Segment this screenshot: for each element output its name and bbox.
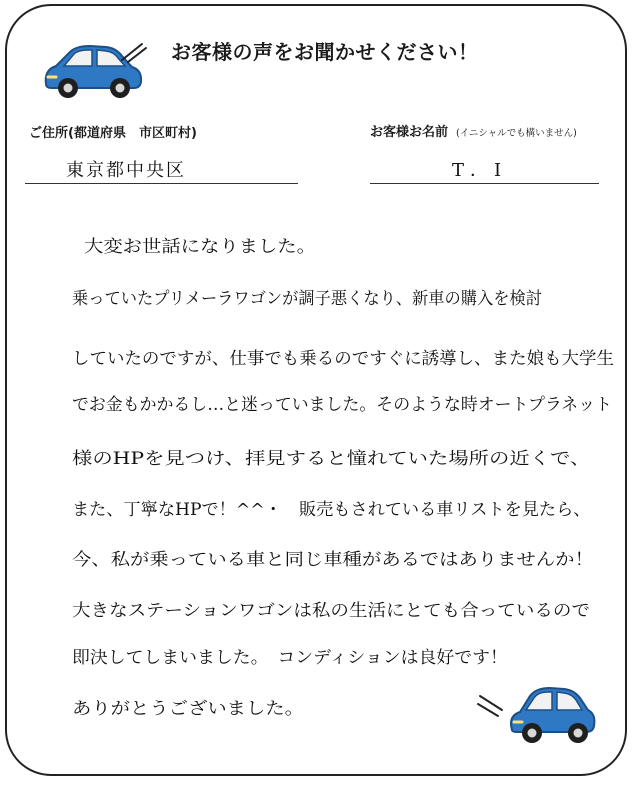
motion-lines-icon [118,38,150,64]
message-line: でお金もかかるし…と迷っていました。そのような時オートプラネット [72,395,612,415]
name-label-text: お客様お名前 [370,125,449,140]
address-underline [25,183,298,184]
address-value: 東京都中央区 [66,160,186,181]
car-icon-bottom [511,688,594,743]
message-line: 様のHPを見つけ、拝見すると憧れていた場所の近くで、 [72,449,591,469]
name-underline [370,183,599,184]
message-line: 今、私が乗っている車と同じ車種があるではありませんか！ [72,550,594,570]
message-line: 乗っていたプリメーラワゴンが調子悪くなり、新車の購入を検討 [72,289,542,309]
car-icon [478,680,598,750]
message-line: ありがとうございました。 [72,699,304,719]
name-note: (イニシャルでも構いません) [456,128,577,139]
message-line: していたのですが、仕事でも乗るのですぐに誘導し、また娘も大学生 [72,349,614,369]
name-value: T．I [452,160,508,181]
address-label: ご住所(都道府県 市区町村) [29,126,197,141]
name-label [370,121,577,140]
form-title: お客様の声をお聞かせください！ [171,40,479,64]
message-line: また、丁寧なHPで！^^・ 販売もされている車リストを見たら、 [72,500,591,520]
message-line: 即決してしまいました。 コンディションは良好です！ [72,648,508,668]
message-line: 大きなステーションワゴンは私の生活にとても合っているので [72,601,590,621]
message-line: 大変お世話になりました。 [84,237,316,257]
